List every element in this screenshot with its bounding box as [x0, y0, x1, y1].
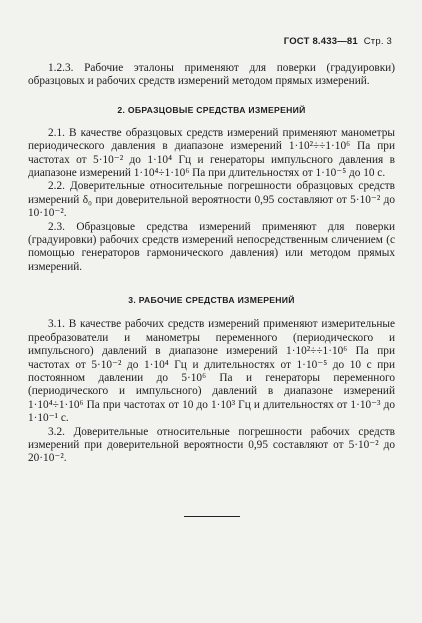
section-3-heading: 3. РАБОЧИЕ СРЕДСТВА ИЗМЕРЕНИЙ: [128, 295, 295, 306]
page-number: Стр. 3: [363, 36, 392, 47]
paragraph-2-1: 2.1. В качестве образцовых средств измерений применяют манометры периодического давления в диапазоне измерений 1·10²÷÷1·10⁶ Па при частотах от 5·10⁻² до 1·10⁴ Гц и генераторы импульсного давления в диапазоне измерений 1·10⁴÷1·10⁶ Па при длительностях от 1·10⁻⁵ до 10 с.: [28, 126, 395, 180]
paragraph-2-3: 2.3. Образцовые средства измерений применяют для поверки (градуировки) рабочих средств измерений непосредственным сличением (с помощью генераторов гармонического давления) или методом прямых измерений.: [28, 220, 395, 273]
end-rule: [184, 516, 240, 517]
document-body: [28, 62, 395, 517]
standard-number: ГОСТ 8.433—81: [283, 36, 358, 47]
paragraph-2-2: 2.2. Доверительные относительные погрешности образцовых средств измерений δ₀ при доверительной вероятности 0,95 составляют от 5·10⁻² до 10·10⁻².: [28, 180, 395, 220]
paragraph-1-2-3: 1.2.3. Рабочие эталоны применяют для поверки (градуировки) образцовых и рабочих средств измерений методом прямых измерений.: [28, 62, 395, 88]
paragraph-3-2: 3.2. Доверительные относительные погрешности рабочих средств измерений при доверительной вероятности 0,95 составляют от 5·10⁻² до 20·10⁻².: [28, 425, 395, 465]
page-header: [284, 36, 392, 47]
paragraph-3-1: 3.1. В качестве рабочих средств измерений применяют измерительные преобразователи и манометры переменного (периодического и импульсного) давлений в диапазоне измерений 1·10²÷÷1·10⁶ Па при частотах от 5·10⁻² до 1·10⁴ Гц и длительностях от 1·10⁻⁵ до 10 с при постоянном давлении до 5·10⁶ Па и генераторы переменного (периодического и импульсного) давлений в диапазоне измерений 1·10⁴÷1·10⁶ Па при частотах от 10 до 1·10³ Гц и длительностях от 1·10⁻³ до 1·10⁻¹ с.: [28, 318, 395, 425]
section-2-heading: 2. ОБРАЗЦОВЫЕ СРЕДСТВА ИЗМЕРЕНИЙ: [117, 104, 306, 115]
